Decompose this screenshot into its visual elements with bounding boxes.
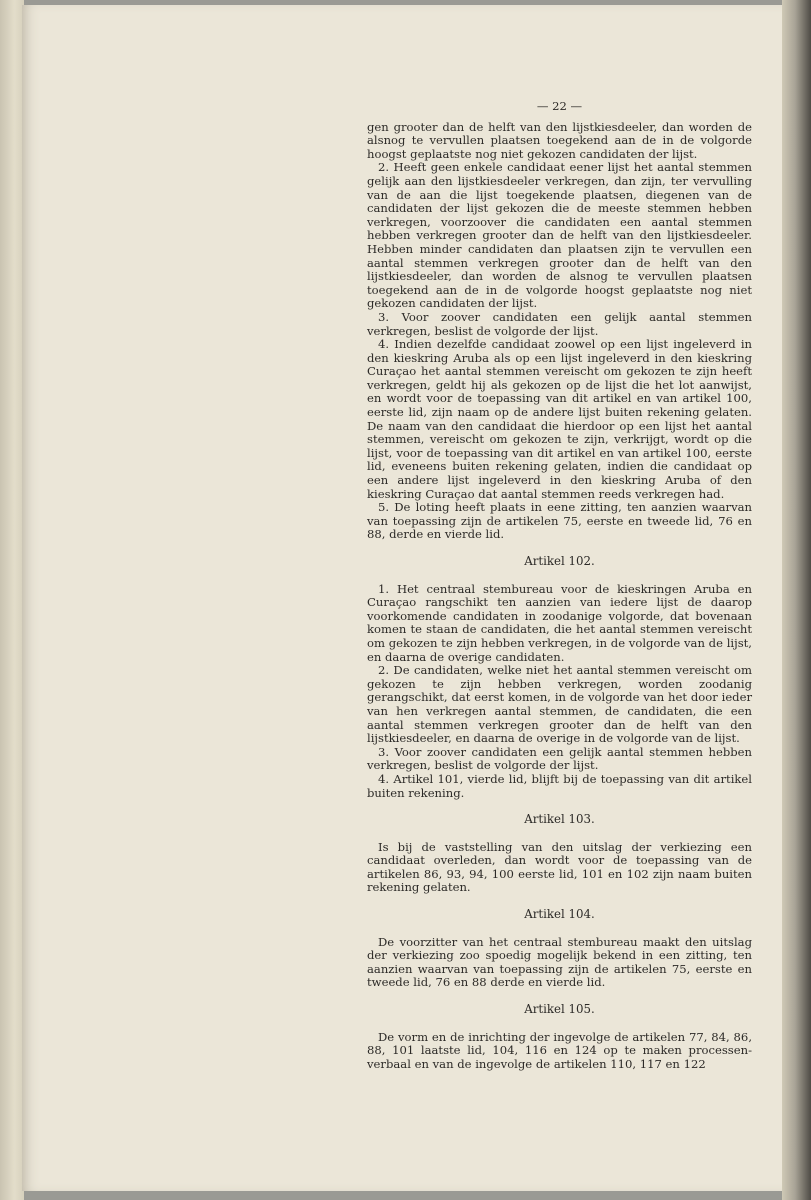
art102-para-1: 1. Het centraal stembureau voor de kieskringen Aruba en Curaçao rangschikt ten aanzien van iedere lijst de daarop voorkomende candidaten in zoodanige volgorde, dat bovenaan komen te staan de candidaten, die het aantal stemmen vereischt om gekozen te zijn hebben verkregen, in de volgorde van de lijst, en daarna de overige candidaten. xyxy=(367,581,752,664)
art104-body: De voorzitter van het centraal stembureau maakt den uitslag der verkiezing zoo spoedig mogelijk bekend in een zitting, ten aanzien waarvan van toepassing zijn de artikelen 75, eerste en tweede lid, 76 en 88 derde en vierde lid. xyxy=(367,934,752,990)
art105-heading: Artikel 105. xyxy=(524,1002,595,1017)
art104-heading: Artikel 104. xyxy=(524,907,595,922)
art101-para-4: 4. Indien dezelfde candidaat zoowel op een lijst ingeleverd in den kieskring Aruba als op een lijst ingeleverd in den kieskring Curaçao het aantal stemmen vereischt om gekozen te zijn heeft verkregen, geldt hij als gekozen op de lijst die het lot aanwijst, en wordt voor de toepassing van dit artikel en van artikel 100, eerste lid, zijn naam op de andere lijst buiten rekening gelaten. De naam van den candidaat die hierdoor op een lijst het aantal stemmen, vereischt om gekozen te zijn, verkrijgt, wordt op die lijst, voor de toepassing van dit artikel en van artikel 100, eerste lid, eveneens buiten rekening gelaten, indien die candidaat op een andere lijst ingeleverd in den kieskring Aruba of den kieskring Curaçao dat aantal stemmen reeds verkregen had. xyxy=(367,337,752,501)
art105-body: De vorm en de inrichting der ingevolge de artikelen 77, 84, 86, 88, 101 laatste lid, 104, 116 en 124 op te maken processen-verbaal en van de ingevolge de artikelen 110, 117 en 122 xyxy=(367,1029,752,1071)
art102-para-4: 4. Artikel 101, vierde lid, blijft bij de toepassing van dit artikel buiten rekening. xyxy=(367,771,752,800)
art102-heading: Artikel 102. xyxy=(524,554,595,568)
book-binding xyxy=(0,0,24,1200)
art103-body: Is bij de vaststelling van den uitslag der verkiezing een candidaat overleden, dan wordt voor de toepassing van de artikelen 86, 93, 94, 100 eerste lid, 101 en 102 zijn naam buiten rekening gelaten. xyxy=(367,839,752,895)
art102-para-2: 2. De candidaten, welke niet het aantal stemmen vereischt om gekozen te zijn hebben verkregen, worden zoodanig gerangschikt, dat eerst komen, in de volgorde van het door ieder van hen verkregen aantal stemmen, de candidaten, die een aantal stemmen verkregen grooter dan de helft van den lijstkiesdeeler, en daarna de overige in de volgorde van de lijst. xyxy=(367,663,752,746)
page-text-column xyxy=(367,100,752,1071)
art101-para-5: 5. De loting heeft plaats in eene zitting, ten aanzien waarvan van toepassing zijn de artikelen 75, eerste en tweede lid, 76 en 88, derde en vierde lid. xyxy=(367,500,752,542)
page-number: — 22 — xyxy=(536,99,583,113)
art101-para-1-tail: gen grooter dan de helft van den lijstkiesdeeler, dan worden de alsnog te vervullen plaatsen toegekend aan de in de volgorde hoogst geplaatste nog niet gekozen candidaten der lijst. xyxy=(367,119,752,161)
art101-para-2: 2. Heeft geen enkele candidaat eener lijst het aantal stemmen gelijk aan den lijstkiesdeeler verkregen, dan zijn, ter vervulling van de aan die lijst toegekende plaatsen, diegenen van de candidaten der lijst gekozen die de meeste stemmen hebben verkregen, voorzoover die candidaten een aantal stemmen hebben verkregen grooter dan de helft van den lijstkiesdeeler. Hebben minder candidaten dan plaatsen zijn te vervullen een aantal stemmen verkregen grooter dan de helft van den lijstkiesdeeler, dan worden de alsnog te vervullen plaatsen toegekend aan de in de volgorde hoogst geplaatste nog niet gekozen candidaten der lijst. xyxy=(367,160,752,311)
art102-para-3: 3. Voor zoover candidaten een gelijk aantal stemmen hebben verkregen, beslist de volgorde der lijst. xyxy=(367,744,752,773)
art103-heading: Artikel 103. xyxy=(524,812,595,827)
page-edge xyxy=(782,0,811,1200)
art101-para-3: 3. Voor zoover candidaten een gelijk aantal stemmen verkregen, beslist de volgorde der lijst. xyxy=(367,309,752,338)
